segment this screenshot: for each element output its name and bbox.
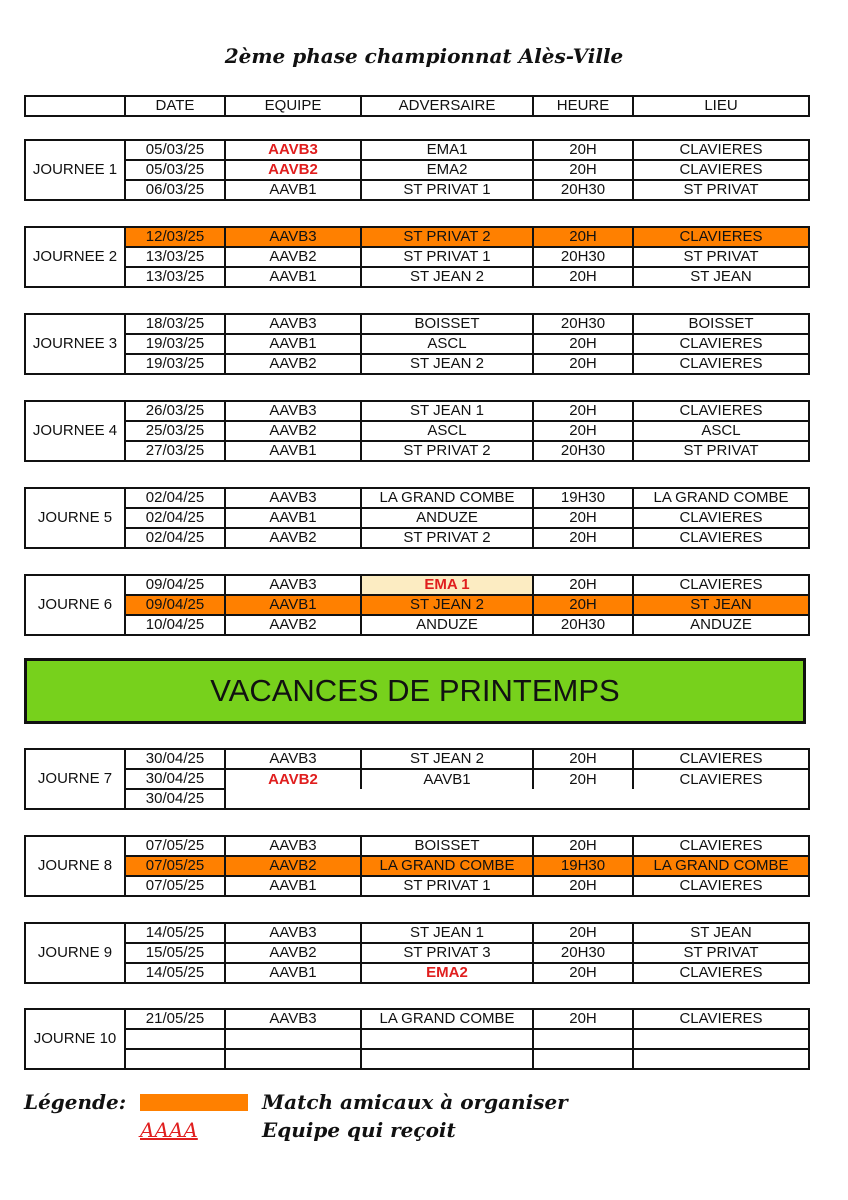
adversaire-cell: AAVB1 <box>361 769 533 789</box>
legend-red-text: Equipe qui reçoit <box>262 1118 456 1142</box>
table-row <box>25 441 809 461</box>
table-row <box>25 1029 809 1049</box>
equipe-cell: AAVB3 <box>225 314 361 334</box>
date-cell: 02/04/25 <box>125 528 225 548</box>
equipe-cell: AAVB2 <box>225 769 361 789</box>
table-row <box>25 769 809 789</box>
heure-cell: 20H <box>533 769 633 789</box>
adversaire-cell: ANDUZE <box>361 615 533 635</box>
date-cell: 13/03/25 <box>125 267 225 287</box>
heure-cell: 20H <box>533 160 633 180</box>
table-row <box>25 528 809 548</box>
adversaire-cell: ASCL <box>361 334 533 354</box>
table-row <box>25 488 809 508</box>
header-row <box>25 96 809 116</box>
equipe-cell: AAVB1 <box>225 441 361 461</box>
heure-cell: 20H <box>533 140 633 160</box>
table-row <box>25 856 809 876</box>
lieu-cell: CLAVIERES <box>633 1009 809 1029</box>
lieu-cell: CLAVIERES <box>633 508 809 528</box>
equipe-cell: AAVB2 <box>225 354 361 374</box>
table-row <box>25 140 809 160</box>
date-cell: 25/03/25 <box>125 421 225 441</box>
equipe-cell: AAVB1 <box>225 595 361 615</box>
adversaire-cell: ST JEAN 1 <box>361 923 533 943</box>
equipe-cell: AAVB1 <box>225 267 361 287</box>
journee-block <box>24 226 810 288</box>
adversaire-cell: ANDUZE <box>361 508 533 528</box>
date-cell: 21/05/25 <box>125 1009 225 1029</box>
lieu-cell: ST JEAN <box>633 923 809 943</box>
lieu-cell: LA GRAND COMBE <box>633 856 809 876</box>
date-cell: 02/04/25 <box>125 508 225 528</box>
legend-label: Légende: <box>24 1090 127 1114</box>
lieu-cell: ST JEAN <box>633 595 809 615</box>
date-cell: 30/04/25 <box>125 749 225 769</box>
heure-cell: 20H30 <box>533 247 633 267</box>
date-cell: 06/03/25 <box>125 180 225 200</box>
adversaire-cell: ST JEAN 2 <box>361 749 533 769</box>
date-cell: 13/03/25 <box>125 247 225 267</box>
header-empty <box>25 96 125 116</box>
equipe-cell: AAVB3 <box>225 227 361 247</box>
date-cell: 26/03/25 <box>125 401 225 421</box>
equipe-cell: AAVB1 <box>225 876 361 896</box>
date-cell: 19/03/25 <box>125 354 225 374</box>
journee-label: JOURNEE 1 <box>25 140 125 200</box>
adversaire-cell: EMA1 <box>361 140 533 160</box>
table-row <box>25 876 809 896</box>
lieu-cell: CLAVIERES <box>633 836 809 856</box>
lieu-cell: BOISSET <box>633 314 809 334</box>
legend-red-sample: AAAA <box>140 1118 198 1142</box>
equipe-cell: AAVB3 <box>225 575 361 595</box>
table-row <box>25 595 809 615</box>
heure-cell: 19H30 <box>533 488 633 508</box>
heure-cell: 20H <box>533 749 633 769</box>
date-cell: 09/04/25 <box>125 575 225 595</box>
journee-block <box>24 835 810 897</box>
lieu-cell: ST JEAN <box>633 267 809 287</box>
date-cell: 19/03/25 <box>125 334 225 354</box>
lieu-cell: CLAVIERES <box>633 749 809 769</box>
heure-cell: 20H <box>533 923 633 943</box>
equipe-cell: AAVB3 <box>225 749 361 769</box>
table-row <box>25 1009 809 1029</box>
table-row <box>25 789 809 809</box>
journee-label: JOURNE 5 <box>25 488 125 548</box>
equipe-cell: AAVB2 <box>225 528 361 548</box>
adversaire-cell: EMA2 <box>361 160 533 180</box>
heure-cell: 20H30 <box>533 615 633 635</box>
lieu-cell: LA GRAND COMBE <box>633 488 809 508</box>
journee-block <box>24 313 810 375</box>
equipe-cell: AAVB3 <box>225 401 361 421</box>
date-cell: 10/04/25 <box>125 615 225 635</box>
page-title: 2ème phase championnat Alès-Ville <box>224 44 624 68</box>
lieu-cell: CLAVIERES <box>633 401 809 421</box>
equipe-cell: AAVB3 <box>225 923 361 943</box>
table-row <box>25 247 809 267</box>
adversaire-cell <box>361 1049 533 1069</box>
date-cell: 07/05/25 <box>125 856 225 876</box>
adversaire-cell: ST PRIVAT 2 <box>361 528 533 548</box>
lieu-cell: CLAVIERES <box>633 334 809 354</box>
date-cell: 14/05/25 <box>125 963 225 983</box>
lieu-cell: CLAVIERES <box>633 227 809 247</box>
heure-cell: 20H <box>533 575 633 595</box>
empty-merged-cell <box>225 789 809 809</box>
table-row <box>25 1049 809 1069</box>
equipe-cell: AAVB1 <box>225 508 361 528</box>
header-lieu: LIEU <box>633 96 809 116</box>
header-table <box>24 95 810 117</box>
date-cell <box>125 1029 225 1049</box>
heure-cell: 20H <box>533 334 633 354</box>
journee-label: JOURNE 6 <box>25 575 125 635</box>
equipe-cell: AAVB1 <box>225 180 361 200</box>
lieu-cell: CLAVIERES <box>633 160 809 180</box>
lieu-cell: CLAVIERES <box>633 354 809 374</box>
heure-cell: 20H <box>533 354 633 374</box>
date-cell: 18/03/25 <box>125 314 225 334</box>
heure-cell: 20H <box>533 595 633 615</box>
adversaire-cell: EMA 1 <box>361 575 533 595</box>
date-cell: 30/04/25 <box>125 789 225 809</box>
adversaire-cell: ST PRIVAT 1 <box>361 180 533 200</box>
header-equipe: EQUIPE <box>225 96 361 116</box>
table-row <box>25 943 809 963</box>
heure-cell: 20H <box>533 508 633 528</box>
date-cell: 02/04/25 <box>125 488 225 508</box>
heure-cell: 20H <box>533 227 633 247</box>
adversaire-cell: LA GRAND COMBE <box>361 1009 533 1029</box>
adversaire-cell: ST PRIVAT 2 <box>361 441 533 461</box>
heure-cell: 20H <box>533 401 633 421</box>
date-cell: 14/05/25 <box>125 923 225 943</box>
adversaire-cell: BOISSET <box>361 836 533 856</box>
adversaire-cell: ST PRIVAT 1 <box>361 247 533 267</box>
lieu-cell: CLAVIERES <box>633 876 809 896</box>
table-row <box>25 749 809 769</box>
table-row <box>25 421 809 441</box>
vacances-banner: VACANCES DE PRINTEMPS <box>24 658 806 724</box>
journee-block <box>24 1008 810 1070</box>
date-cell: 09/04/25 <box>125 595 225 615</box>
header-adversaire: ADVERSAIRE <box>361 96 533 116</box>
date-cell: 05/03/25 <box>125 160 225 180</box>
table-row <box>25 836 809 856</box>
heure-cell: 20H30 <box>533 314 633 334</box>
date-cell: 07/05/25 <box>125 876 225 896</box>
heure-cell <box>533 1029 633 1049</box>
heure-cell: 20H30 <box>533 180 633 200</box>
lieu-cell: CLAVIERES <box>633 963 809 983</box>
table-row <box>25 180 809 200</box>
equipe-cell: AAVB2 <box>225 421 361 441</box>
journee-label: JOURNEE 4 <box>25 401 125 461</box>
date-cell: 15/05/25 <box>125 943 225 963</box>
table-row <box>25 314 809 334</box>
journee-block <box>24 400 810 462</box>
table-row <box>25 615 809 635</box>
adversaire-cell: ST JEAN 2 <box>361 354 533 374</box>
adversaire-cell: ST PRIVAT 2 <box>361 227 533 247</box>
lieu-cell: ST PRIVAT <box>633 441 809 461</box>
lieu-cell: ST PRIVAT <box>633 247 809 267</box>
table-row <box>25 923 809 943</box>
adversaire-cell: ST PRIVAT 3 <box>361 943 533 963</box>
journee-label: JOURNEE 2 <box>25 227 125 287</box>
equipe-cell: AAVB3 <box>225 1009 361 1029</box>
legend-orange-swatch <box>140 1094 248 1111</box>
heure-cell: 20H <box>533 836 633 856</box>
heure-cell: 20H30 <box>533 441 633 461</box>
journee-label: JOURNE 7 <box>25 749 125 809</box>
date-cell <box>125 1049 225 1069</box>
table-row <box>25 160 809 180</box>
lieu-cell: ST PRIVAT <box>633 180 809 200</box>
equipe-cell: AAVB1 <box>225 963 361 983</box>
heure-cell: 19H30 <box>533 856 633 876</box>
heure-cell: 20H <box>533 421 633 441</box>
table-row <box>25 963 809 983</box>
table-row <box>25 575 809 595</box>
journee-block <box>24 487 810 549</box>
table-row <box>25 401 809 421</box>
heure-cell <box>533 1049 633 1069</box>
table-row <box>25 267 809 287</box>
lieu-cell: CLAVIERES <box>633 575 809 595</box>
equipe-cell: AAVB2 <box>225 615 361 635</box>
journee-block <box>24 139 810 201</box>
table-row <box>25 227 809 247</box>
lieu-cell: CLAVIERES <box>633 528 809 548</box>
adversaire-cell: ST JEAN 2 <box>361 267 533 287</box>
journee-label: JOURNE 10 <box>25 1009 125 1069</box>
journee-block <box>24 574 810 636</box>
lieu-cell: CLAVIERES <box>633 769 809 789</box>
journee-label: JOURNE 8 <box>25 836 125 896</box>
adversaire-cell: LA GRAND COMBE <box>361 856 533 876</box>
equipe-cell: AAVB3 <box>225 488 361 508</box>
adversaire-cell: LA GRAND COMBE <box>361 488 533 508</box>
adversaire-cell: ASCL <box>361 421 533 441</box>
lieu-cell <box>633 1029 809 1049</box>
lieu-cell: ST PRIVAT <box>633 943 809 963</box>
lieu-cell: ANDUZE <box>633 615 809 635</box>
equipe-cell: AAVB2 <box>225 943 361 963</box>
heure-cell: 20H30 <box>533 943 633 963</box>
date-cell: 05/03/25 <box>125 140 225 160</box>
equipe-cell: AAVB1 <box>225 334 361 354</box>
table-row <box>25 354 809 374</box>
heure-cell: 20H <box>533 267 633 287</box>
date-cell: 07/05/25 <box>125 836 225 856</box>
equipe-cell: AAVB2 <box>225 247 361 267</box>
equipe-cell: AAVB3 <box>225 140 361 160</box>
adversaire-cell: EMA2 <box>361 963 533 983</box>
journee-block <box>24 748 810 810</box>
lieu-cell <box>633 1049 809 1069</box>
equipe-cell: AAVB2 <box>225 856 361 876</box>
adversaire-cell <box>361 1029 533 1049</box>
adversaire-cell: ST JEAN 1 <box>361 401 533 421</box>
journee-label: JOURNE 9 <box>25 923 125 983</box>
adversaire-cell: ST PRIVAT 1 <box>361 876 533 896</box>
date-cell: 30/04/25 <box>125 769 225 789</box>
adversaire-cell: BOISSET <box>361 314 533 334</box>
equipe-cell: AAVB3 <box>225 836 361 856</box>
header-heure: HEURE <box>533 96 633 116</box>
legend-orange-text: Match amicaux à organiser <box>262 1090 568 1114</box>
equipe-cell <box>225 1049 361 1069</box>
heure-cell: 20H <box>533 528 633 548</box>
table-row <box>25 508 809 528</box>
equipe-cell: AAVB2 <box>225 160 361 180</box>
heure-cell: 20H <box>533 963 633 983</box>
lieu-cell: CLAVIERES <box>633 140 809 160</box>
equipe-cell <box>225 1029 361 1049</box>
lieu-cell: ASCL <box>633 421 809 441</box>
adversaire-cell: ST JEAN 2 <box>361 595 533 615</box>
heure-cell: 20H <box>533 1009 633 1029</box>
heure-cell: 20H <box>533 876 633 896</box>
date-cell: 12/03/25 <box>125 227 225 247</box>
header-date: DATE <box>125 96 225 116</box>
journee-label: JOURNEE 3 <box>25 314 125 374</box>
journee-block <box>24 922 810 984</box>
table-row <box>25 334 809 354</box>
date-cell: 27/03/25 <box>125 441 225 461</box>
